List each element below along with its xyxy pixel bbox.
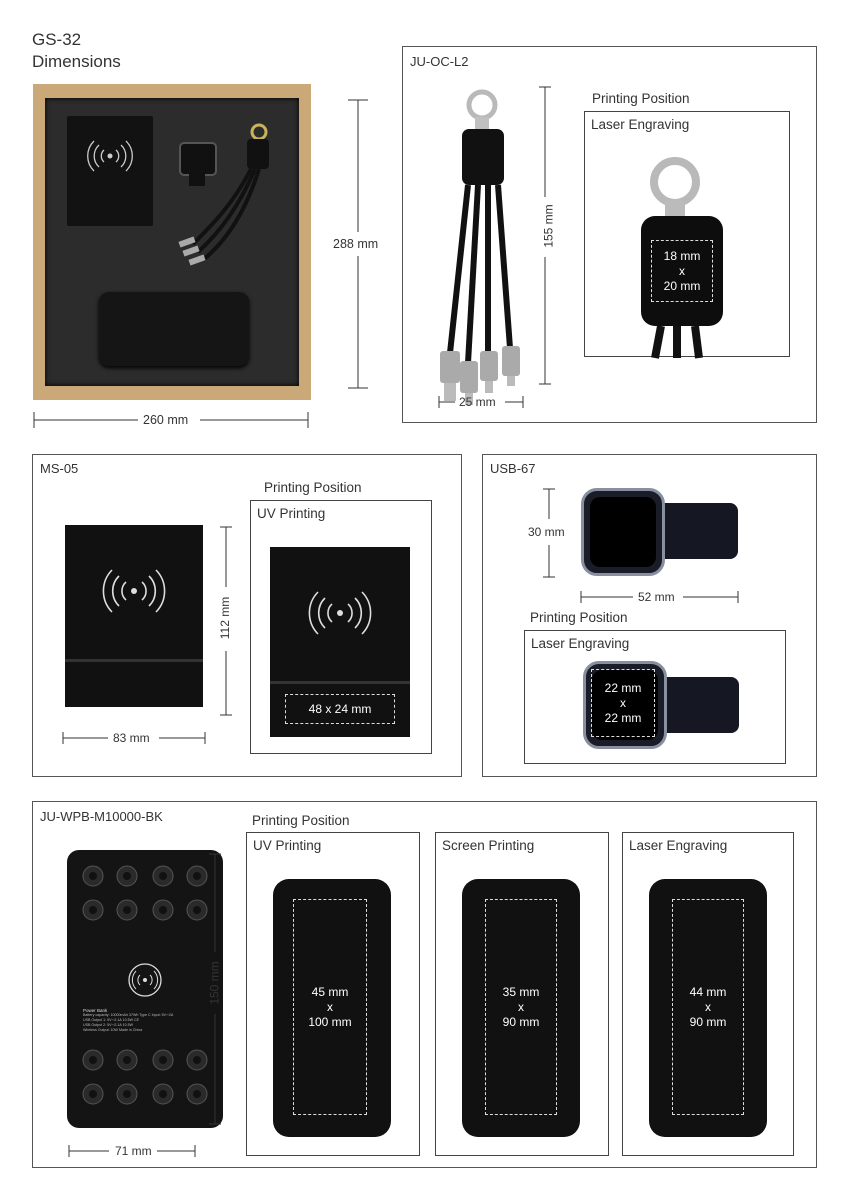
ms-05-width-label: 83 mm [113,731,150,745]
cable-width-label: 25 mm [459,395,496,409]
ju-wpb-panel [32,801,817,1168]
cable-method-label: Laser Engraving [591,117,690,132]
cable-laser-engraving-box [584,111,790,357]
cable-area-width: 18 mm [663,248,701,263]
ju-wpb-option3-method: Laser Engraving [629,838,728,853]
ju-wpb-option2-h: 90 mm [502,1014,540,1029]
ju-wpb-option3-area [672,899,744,1115]
ju-wpb-width-label: 71 mm [115,1144,152,1158]
powerbank-spec-line1: Battery capacity: 10000mAh 37Wh Type C Input: 5V⎓2A [83,1013,174,1017]
usb-67-method-label: Laser Engraving [531,636,630,651]
ms-05-uv-printing-box [250,500,432,754]
usb-67-code: USB-67 [490,461,536,476]
usb-67-panel [482,454,817,777]
ms-05-closeup-wireless-icon [270,547,410,677]
gift-box-width-label: 260 mm [143,413,189,427]
ju-wpb-code: JU-WPB-M10000-BK [40,809,163,824]
usb-67-laser-engraving-box [524,630,786,764]
usb-67-engraving-area [591,669,655,737]
cable-area-x: x [679,263,685,278]
usb-67-area-x: x [620,695,626,710]
powerbank-spec-title: Power Bank [83,1008,108,1013]
powerbank-spec-line3: USB Output 2: 5V⎓2.1A 10.5W [83,1023,134,1027]
ju-wpb-option3-w: 44 mm [689,984,727,999]
product-code-title: GS-32 [32,30,82,49]
ms-05-height-label: 112 mm [218,596,233,640]
usb-67-area-width: 22 mm [604,680,642,695]
ms-05-print-area: 48 x 24 mm [285,694,395,724]
usb-67-area-height: 22 mm [604,710,642,725]
powerbank-spec-line2: USB Output 1: 5V⎓2.1A 10.5W CE [83,1018,140,1022]
ju-wpb-option1-area [293,899,367,1115]
dimensions-subtitle: Dimensions [32,52,121,71]
powerbank-spec-line4: Wireless Output: 10W Made in China [83,1028,143,1032]
usb-67-width-label: 52 mm [638,590,675,604]
ms-05-code: MS-05 [40,461,79,476]
usb-67-height-label: 30 mm [528,525,565,539]
cable-engraving-area [651,240,713,302]
ms-05-method-label: UV Printing [257,506,326,521]
ju-wpb-uv-printing-box [246,832,420,1156]
ju-wpb-option2-w: 35 mm [502,984,540,999]
ju-wpb-option2-method: Screen Printing [442,838,535,853]
cable-closeup-drawing [585,112,791,358]
ju-wpb-option1-method: UV Printing [253,838,322,853]
ju-oc-l2-panel [402,46,817,423]
usb-67-printing-position-label: Printing Position [530,610,628,625]
ju-wpb-option2-x: x [518,999,524,1014]
ms-05-printing-position-label: Printing Position [264,480,362,495]
ju-wpb-option3-x: x [705,999,711,1014]
cable-height-label: 155 mm [541,204,556,248]
gift-box-height-label: 288 mm [333,237,379,251]
ju-wpb-printing-position-label: Printing Position [252,813,350,828]
ju-wpb-option1-x: x [327,999,333,1014]
ju-wpb-option1-h: 100 mm [308,1014,352,1029]
ju-oc-l2-code: JU-OC-L2 [410,54,469,69]
ju-wpb-option1-w: 45 mm [311,984,349,999]
ju-wpb-option3-h: 90 mm [689,1014,727,1029]
ju-wpb-height-label: 150 mm [207,961,222,1005]
ju-wpb-option2-area [485,899,557,1115]
ju-wpb-laser-engraving-box [622,832,794,1156]
ms-05-panel [32,454,462,777]
cable-area-height: 20 mm [663,278,701,293]
cable-printing-position-label: Printing Position [592,91,690,106]
ju-wpb-screen-printing-box [435,832,609,1156]
